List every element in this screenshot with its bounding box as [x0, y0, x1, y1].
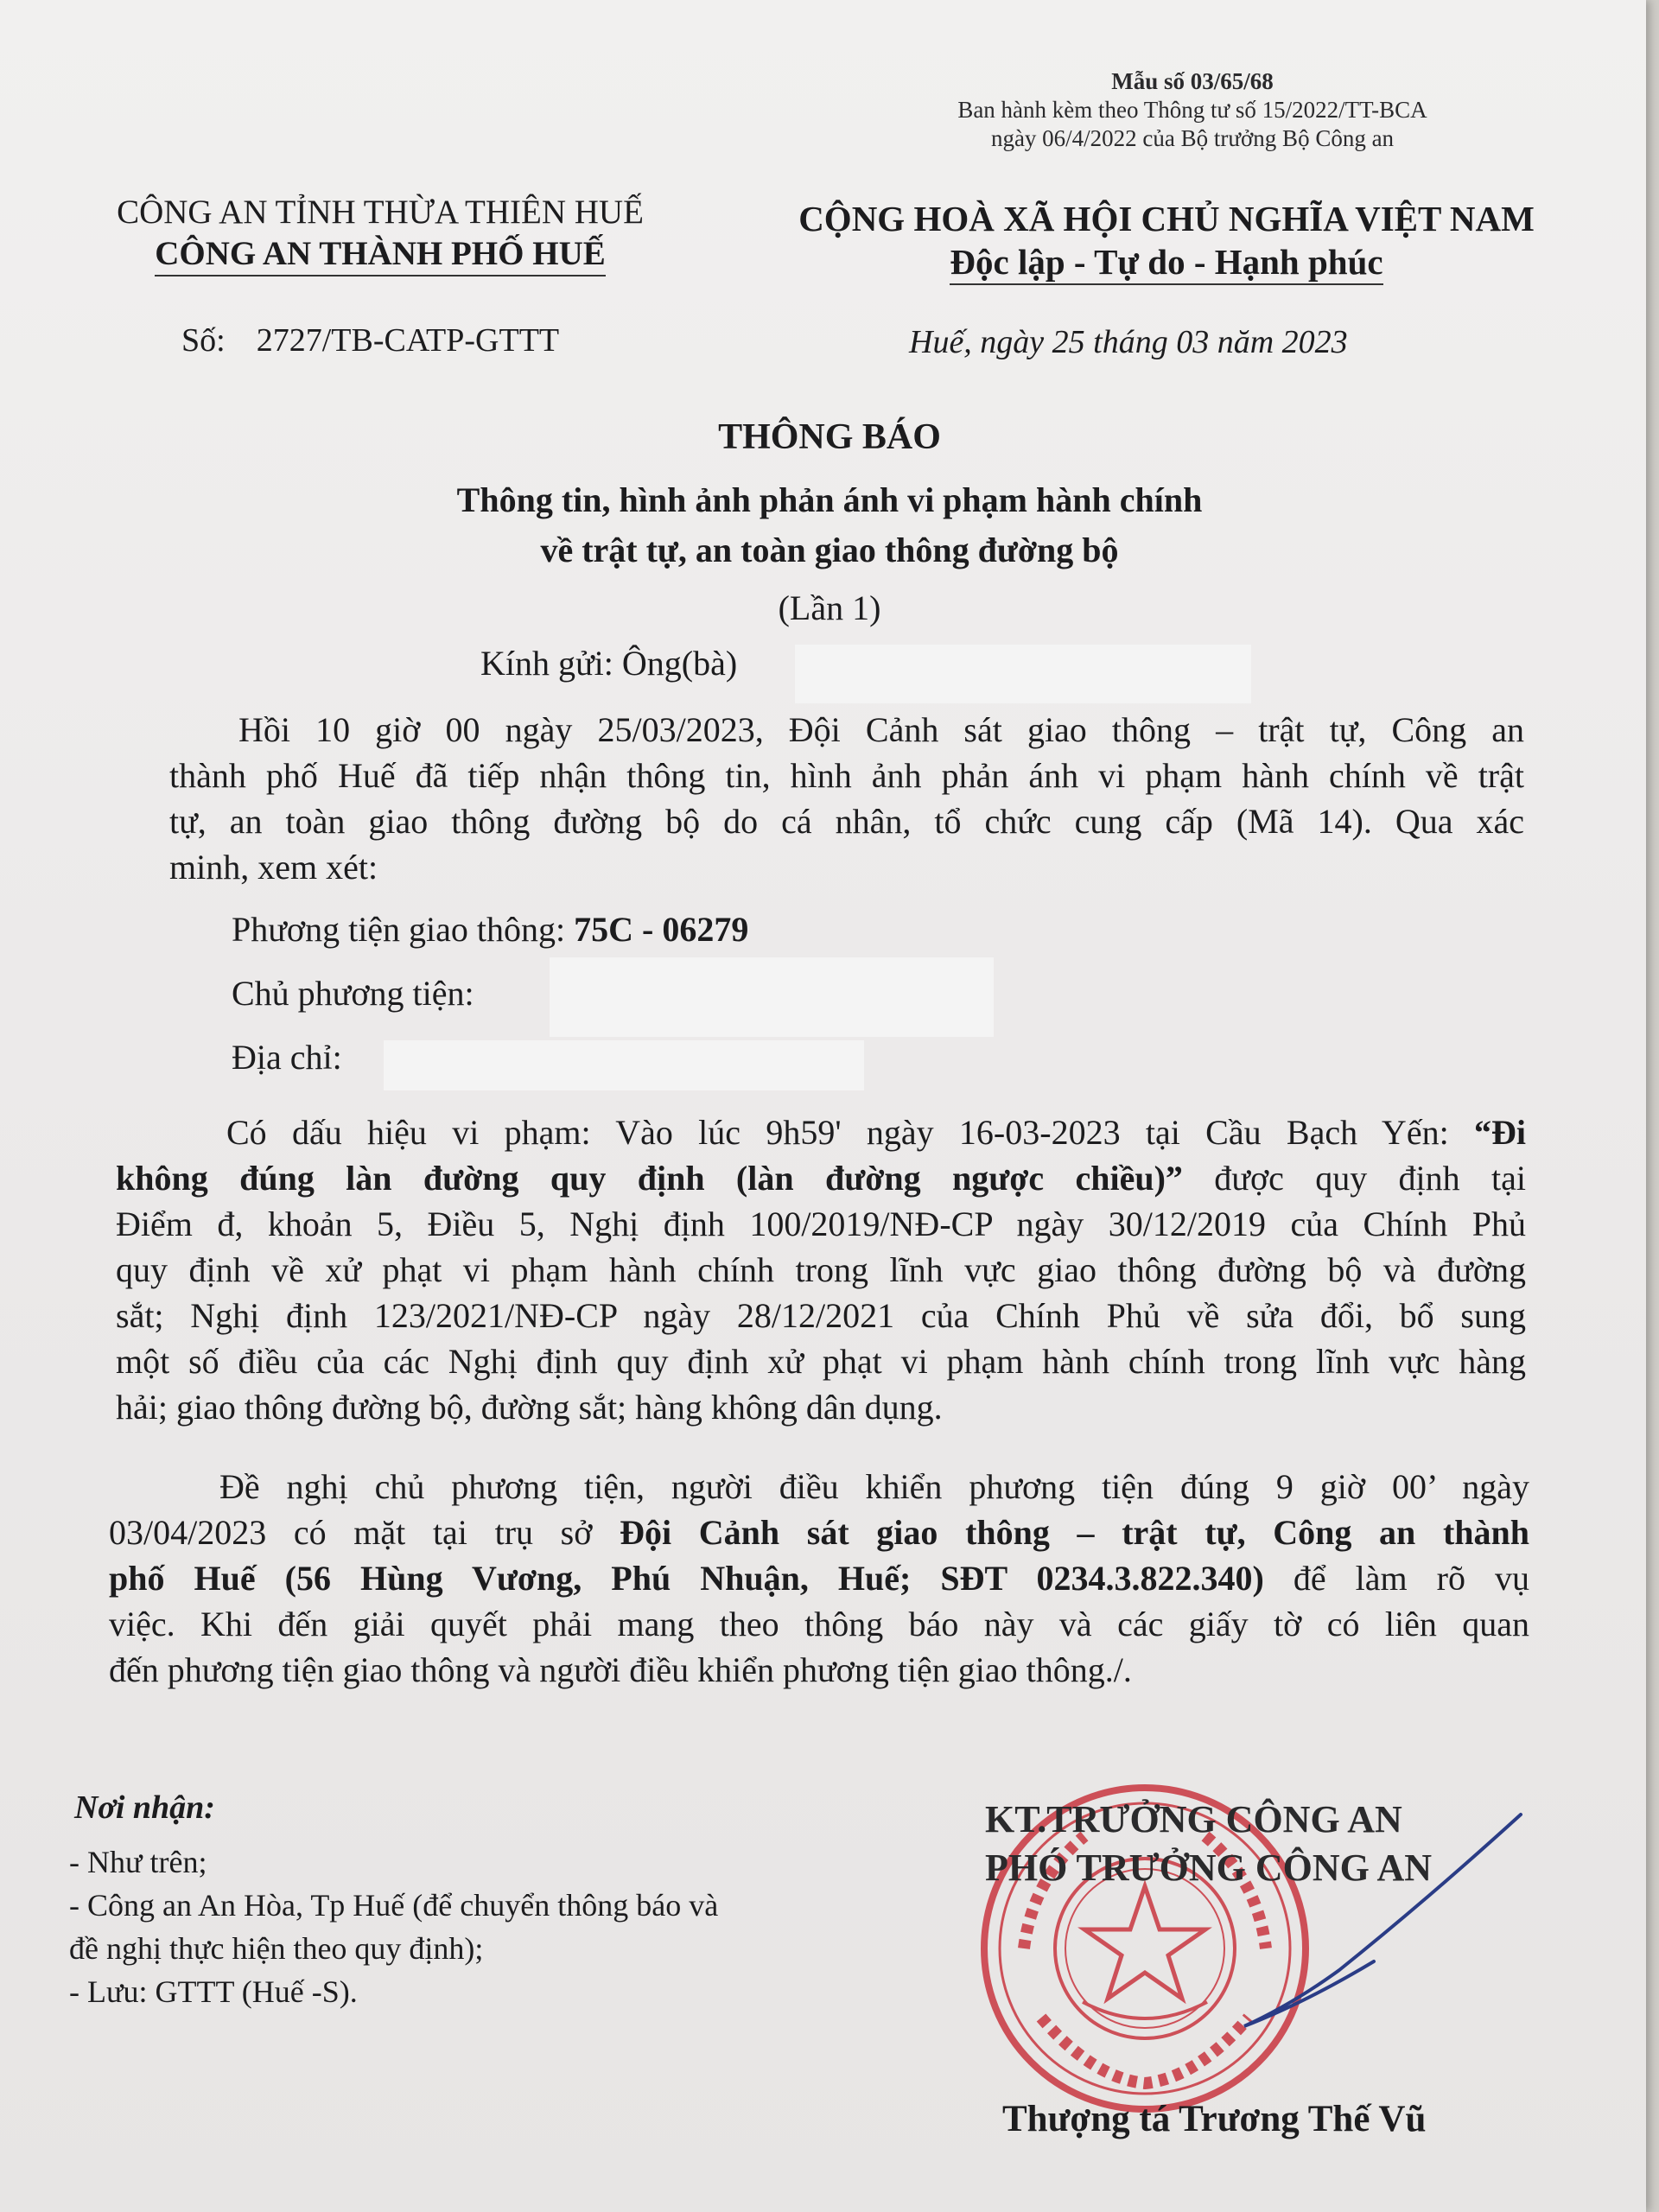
subtitle-line: Thông tin, hình ảnh phản ánh vi phạm hành chính [456, 480, 1203, 519]
signature-role-1: KT.TRƯỞNG CÔNG AN [985, 1798, 1402, 1840]
recipient-item: - Như trên; [69, 1845, 207, 1879]
handwritten-signature-icon [1210, 1797, 1555, 2039]
recipient-item: đề nghị thực hiện theo quy định); [69, 1931, 484, 1966]
request-line-2 [109, 1510, 1529, 1555]
form-code: Mẫu số 03/65/68 [1111, 68, 1274, 94]
vehicle-plate-field [232, 909, 748, 950]
violation-line-2 [116, 1155, 1526, 1201]
violation-line: quy định về xử phạt vi phạm hành chính trong lĩnh vực giao thông đường bộ và đường [116, 1250, 1526, 1289]
vehicle-plate-value: 75C - 06279 [574, 910, 749, 949]
violation-prefix: Có dấu hiệu vi phạm: Vào lúc 9h59' ngày 16-03-2023 tại Cầu Bạch Yến: [226, 1113, 1449, 1152]
request-line3-bold: phố Huế (56 Hùng Vương, Phú Nhuận, Huế; SĐT 0234.3.822.340) [109, 1559, 1264, 1598]
violation-line: hải; giao thông đường bộ, đường sắt; hàng không dân dụng. [116, 1388, 943, 1427]
violation-line: một số điều của các Nghị định quy định xử phạt vi phạm hành chính trong lĩnh vực hàng [116, 1342, 1526, 1381]
recipients-heading: Nơi nhận: [74, 1789, 215, 1826]
agency-parent: CÔNG AN TỈNH THỪA THIÊN HUẾ [117, 194, 644, 231]
violation-line: sắt; Nghị định 123/2021/NĐ-CP ngày 28/12/2021 của Chính Phủ về sửa đổi, bổ sung [116, 1296, 1526, 1335]
request-paragraph [109, 1464, 1529, 1693]
nation-header [734, 197, 1599, 285]
form-issued-with: Ban hành kèm theo Thông tư số 15/2022/TT-BCA [957, 97, 1427, 123]
nation-name: CỘNG HOÀ XÃ HỘI CHỦ NGHĨA VIỆT NAM [798, 199, 1535, 238]
document-subtitle [0, 475, 1659, 575]
recipient-item: - Lưu: GTTT (Huế -S). [69, 1974, 358, 2009]
document-number-label: Số: [181, 322, 226, 359]
intro-line: minh, xem xét: [169, 848, 378, 887]
document-title: THÔNG BÁO [718, 417, 941, 457]
vehicle-address-field [232, 1037, 342, 1077]
request-line: đến phương tiện giao thông và người điều khiển phương tiện giao thông./. [109, 1650, 1132, 1689]
recipients-list [69, 1840, 718, 2013]
document-place-date: Huế, ngày 25 tháng 03 năm 2023 [909, 324, 1348, 360]
recipient-item: - Công an An Hòa, Tp Huế (để chuyển thông báo và [69, 1888, 719, 1923]
form-issued-date: ngày 06/4/2022 của Bộ trưởng Bộ Công an [990, 125, 1395, 151]
vehicle-owner-label: Chủ phương tiện: [232, 974, 474, 1013]
intro-line: Hồi 10 giờ 00 ngày 25/03/2023, Đội Cảnh sát giao thông – trật tự, Công an [238, 710, 1524, 749]
redaction-box [384, 1040, 864, 1090]
nation-motto: Độc lập - Tự do - Hạnh phúc [950, 240, 1382, 285]
violation-line: Điểm đ, khoản 5, Điều 5, Nghị định 100/2019/NĐ-CP ngày 30/12/2019 của Chính Phủ [116, 1205, 1526, 1243]
subtitle-line: về trật tự, an toàn giao thông đường bộ [540, 531, 1119, 569]
violation-after-quote: được quy định tại [1214, 1159, 1527, 1198]
request-line2-plain: 03/04/2023 có mặt tại trụ sở [109, 1513, 593, 1552]
agency-header [69, 192, 691, 276]
document-number [181, 321, 559, 359]
form-code-block [950, 67, 1434, 153]
vehicle-address-label: Địa chỉ: [232, 1038, 342, 1077]
notice-round: (Lần 1) [778, 588, 881, 627]
request-line-3 [109, 1555, 1529, 1601]
violation-line-1 [116, 1109, 1526, 1155]
violation-quote-open: “Đi [1474, 1113, 1526, 1152]
greeting: Kính gửi: Ông(bà) [480, 644, 738, 683]
violation-quote: không đúng làn đường quy định (làn đường ngược chiều)” [116, 1159, 1183, 1198]
agency-name: CÔNG AN THÀNH PHỐ HUẾ [155, 233, 606, 276]
signature-role-2: PHÓ TRƯỞNG CÔNG AN [985, 1847, 1433, 1889]
request-line3-plain: để làm rõ vụ [1293, 1559, 1529, 1598]
request-line: Đề nghị chủ phương tiện, người điều khiển phương tiện đúng 9 giờ 00’ ngày [219, 1467, 1529, 1506]
vehicle-owner-field [232, 973, 474, 1014]
intro-paragraph [169, 707, 1524, 753]
request-line2-bold: Đội Cảnh sát giao thông – trật tự, Công an thành [620, 1513, 1530, 1552]
intro-paragraph-body [169, 753, 1524, 890]
violation-paragraph [116, 1109, 1526, 1430]
vehicle-plate-label: Phương tiện giao thông: [232, 910, 566, 949]
redaction-box [550, 957, 994, 1037]
document-number-value: 2727/TB-CATP-GTTT [256, 322, 560, 359]
intro-line: thành phố Huế đã tiếp nhận thông tin, hình ảnh phản ánh vi phạm hành chính về trật [169, 756, 1524, 795]
signer-name: Thượng tá Trương Thế Vũ [1002, 2099, 1427, 2139]
redaction-box [795, 645, 1251, 703]
request-line: việc. Khi đến giải quyết phải mang theo thông báo này và các giấy tờ có liên quan [109, 1605, 1529, 1643]
intro-line: tự, an toàn giao thông đường bộ do cá nhân, tổ chức cung cấp (Mã 14). Qua xác [169, 802, 1524, 841]
